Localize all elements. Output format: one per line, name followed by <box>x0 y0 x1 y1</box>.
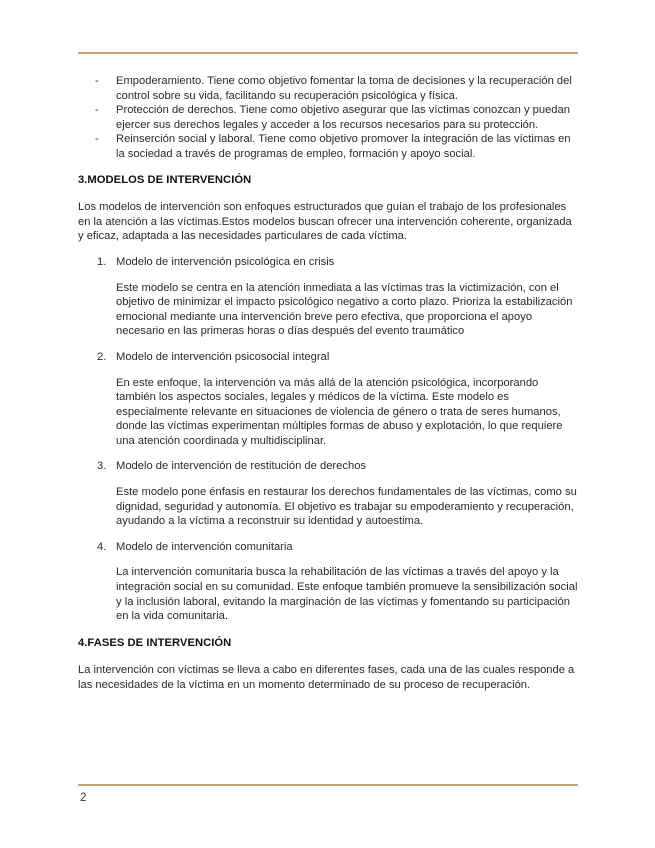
bullet-marker: - <box>95 133 99 146</box>
model-item <box>78 540 580 624</box>
model-item-number: 2. <box>97 350 107 363</box>
bullet-list <box>78 74 580 162</box>
model-item-heading <box>78 350 580 365</box>
list-item <box>78 132 580 161</box>
model-item <box>78 459 580 528</box>
model-item-body: Este modelo se centra en la atención inmediata a las víctimas tras la victimización, con el objetivo de minimizar el impacto psicológico negativo a corto plazo. Prioriza la estabilización emocional mediante una intervención breve pero efectiva, que proporciona el apoyo necesario en las primeras horas o días después del evento traumático <box>116 281 573 338</box>
model-item-heading <box>78 540 580 555</box>
list-item-text: Empoderamiento. Tiene como objetivo fomentar la toma de decisiones y la recuperación del control sobre su vida, facilitando su recuperación psicológica y física. <box>116 75 572 102</box>
model-item-number: 1. <box>97 255 107 268</box>
model-item-number: 4. <box>97 540 107 553</box>
model-item-title: Modelo de intervención de restitución de derechos <box>116 460 367 473</box>
model-item-number: 3. <box>97 460 107 473</box>
bullet-marker: - <box>95 75 99 87</box>
model-item-body: Este modelo pone énfasis en restaurar los derechos fundamentales de las víctimas, como su dignidad, seguridad y autonomía. El objetivo es trabajar su empoderamiento y recuperación, ayudando a la víctima a reconstruir su identidad y autoestima. <box>116 486 577 528</box>
list-item-text: Reinserción social y laboral. Tiene como objetivo promover la integración de las víctimas en la sociedad a través de programas de empleo, formación y apoyo social. <box>116 133 571 160</box>
page-number: 2 <box>80 792 87 804</box>
model-item <box>78 350 580 449</box>
section-intro: La intervención con víctimas se lleva a cabo en diferentes fases, cada una de las cuales responde a las necesidades de la víctima en un momento determinado de su proceso de recuperación. <box>78 664 575 691</box>
model-item-body: La intervención comunitaria busca la rehabilitación de las víctimas a través del apoyo y la integración social en su comunidad. Este enfoque también promueve la sensibilización social y la inclusión laboral, evitando la marginación de las víctimas y fomentando su participación en la vida comunitaria. <box>116 566 578 623</box>
model-item-body: En este enfoque, la intervención va más allá de la atención psicológica, incorporando también los aspectos sociales, legales y médicos de la víctima. Este modelo es especialmente relevante en situaciones de violencia de género o trata de seres humanos, donde las víctimas experimentan múltiples formas de abuso y explotación, lo que requiere una atención coordinada y multidisciplinar. <box>116 376 563 447</box>
model-item <box>78 255 580 339</box>
list-item <box>78 103 580 132</box>
footer-rule <box>78 784 578 786</box>
model-item-heading <box>78 459 580 474</box>
model-item-title: Modelo de intervención psicológica en crisis <box>116 255 335 268</box>
model-item-title: Modelo de intervención comunitaria <box>116 540 293 553</box>
section-intro: Los modelos de intervención son enfoques estructurados que guían el trabajo de los profesionales en la atención a las víctimas.Estos modelos buscan ofrecer una intervención coherente, organizada y eficaz, adaptada a las necesidades particulares de cada víctima. <box>78 201 572 243</box>
list-item <box>78 74 580 103</box>
page-content <box>78 74 580 693</box>
bullet-marker: - <box>95 104 99 117</box>
section-heading: 4.FASES DE INTERVENCIÓN <box>78 636 232 649</box>
section-heading: 3.MODELOS DE INTERVENCIÓN <box>78 173 252 186</box>
list-item-text: Protección de derechos. Tiene como objetivo asegurar que las víctimas conozcan y puedan ejercer sus derechos legales y acceder a los recursos necesarios para su protección. <box>116 104 570 131</box>
header-rule <box>78 52 578 54</box>
model-item-title: Modelo de intervención psicosocial integral <box>116 350 330 363</box>
model-item-heading <box>78 255 580 270</box>
